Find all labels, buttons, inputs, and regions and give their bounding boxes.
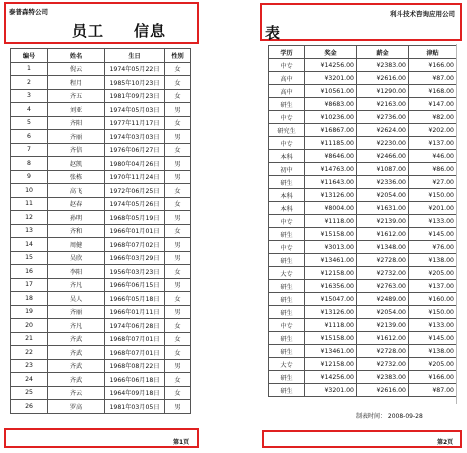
table-row xyxy=(11,130,191,144)
table-cell: ¥205.00 xyxy=(409,358,457,371)
table-cell: 11 xyxy=(11,197,48,211)
table-row xyxy=(11,103,191,117)
table-cell: 中专 xyxy=(269,111,305,124)
table-cell: ¥138.00 xyxy=(409,254,457,267)
table-cell: 男 xyxy=(165,278,191,292)
table-cell: ¥3201.00 xyxy=(305,384,357,397)
table-cell: 高中 xyxy=(269,72,305,85)
table-cell: 1970年11月24日 xyxy=(105,170,165,184)
table-cell: 男 xyxy=(165,130,191,144)
table-cell: 女 xyxy=(165,265,191,279)
table-cell: 赵春 xyxy=(48,197,105,211)
column-header: 性别 xyxy=(165,49,191,63)
table-cell: 1974年03月03日 xyxy=(105,130,165,144)
table-cell: 吴欣 xyxy=(48,251,105,265)
table-cell: 1956年03月23日 xyxy=(105,265,165,279)
table-cell: 程月 xyxy=(48,76,105,90)
table-cell: ¥1118.00 xyxy=(305,215,357,228)
table-row xyxy=(269,189,457,202)
table-cell: 1981年09月23日 xyxy=(105,89,165,103)
table-cell: ¥2728.00 xyxy=(357,254,409,267)
employee-table-page2 xyxy=(268,45,457,397)
table-row xyxy=(269,241,457,254)
table-cell: 高中 xyxy=(269,85,305,98)
table-row xyxy=(269,176,457,189)
table-cell: ¥12158.00 xyxy=(305,358,357,371)
table-cell: 女 xyxy=(165,116,191,130)
table-cell: 女 xyxy=(165,224,191,238)
table-cell: ¥2163.00 xyxy=(357,98,409,111)
table-cell: ¥1348.00 xyxy=(357,241,409,254)
table-cell: ¥3013.00 xyxy=(305,241,357,254)
table-cell: ¥2383.00 xyxy=(357,371,409,384)
table-cell: 研生 xyxy=(269,254,305,267)
table-cell: ¥8683.00 xyxy=(305,98,357,111)
table-cell: 女 xyxy=(165,346,191,360)
table-cell: ¥2728.00 xyxy=(357,345,409,358)
table-cell: 刘亚 xyxy=(48,103,105,117)
table-cell: 1964年09月18日 xyxy=(105,386,165,400)
table-cell: ¥13461.00 xyxy=(305,345,357,358)
table-cell: ¥82.00 xyxy=(409,111,457,124)
table-cell: ¥201.00 xyxy=(409,202,457,215)
table-cell: 1974年05月22日 xyxy=(105,62,165,76)
table-cell: ¥2054.00 xyxy=(357,189,409,202)
table-cell: ¥86.00 xyxy=(409,163,457,176)
table-cell: ¥13461.00 xyxy=(305,254,357,267)
column-header: 编号 xyxy=(11,49,48,63)
page2-footer-page-number: 第2页 xyxy=(437,439,454,446)
table-row xyxy=(11,292,191,306)
table-cell: ¥166.00 xyxy=(409,371,457,384)
table-row xyxy=(269,293,457,306)
table-cell: ¥11643.00 xyxy=(305,176,357,189)
table-cell: 齐云 xyxy=(48,386,105,400)
table-cell: ¥145.00 xyxy=(409,332,457,345)
table-cell: 1968年08月22日 xyxy=(105,359,165,373)
table-cell: ¥2139.00 xyxy=(357,319,409,332)
table-cell: 1974年06月28日 xyxy=(105,319,165,333)
table-cell: 研生 xyxy=(269,345,305,358)
page2-footer-highlight[interactable] xyxy=(262,430,462,448)
table-row xyxy=(11,346,191,360)
employee-table-page1 xyxy=(10,48,191,414)
table-cell: 研生 xyxy=(269,293,305,306)
table-cell: ¥27.00 xyxy=(409,176,457,189)
table-cell: ¥205.00 xyxy=(409,267,457,280)
column-header: 学历 xyxy=(269,46,305,59)
table-cell: 1976年06月27日 xyxy=(105,143,165,157)
table-cell: 男 xyxy=(165,238,191,252)
table-cell: 男 xyxy=(165,359,191,373)
table-row xyxy=(11,143,191,157)
table-cell: 男 xyxy=(165,400,191,414)
table-cell: ¥2732.00 xyxy=(357,358,409,371)
table-cell: 齐凡 xyxy=(48,278,105,292)
table-cell: ¥76.00 xyxy=(409,241,457,254)
table-cell: ¥2616.00 xyxy=(357,384,409,397)
table-cell: 赵凯 xyxy=(48,157,105,171)
table-cell: ¥1118.00 xyxy=(305,319,357,332)
table-cell: 女 xyxy=(165,89,191,103)
table-row xyxy=(269,163,457,176)
table-cell: ¥46.00 xyxy=(409,150,457,163)
table-cell: ¥138.00 xyxy=(409,345,457,358)
table-cell: ¥11185.00 xyxy=(305,137,357,150)
table-cell: ¥145.00 xyxy=(409,228,457,241)
table-header-row xyxy=(269,46,457,59)
table-cell: 1985年10月23日 xyxy=(105,76,165,90)
table-cell: 16 xyxy=(11,265,48,279)
table-cell: 22 xyxy=(11,346,48,360)
table-cell: 高飞 xyxy=(48,184,105,198)
table-cell: 齐武 xyxy=(48,373,105,387)
table-cell: 男 xyxy=(165,305,191,319)
table-cell: 18 xyxy=(11,292,48,306)
table-cell: ¥133.00 xyxy=(409,215,457,228)
table-row xyxy=(269,202,457,215)
table-cell: ¥14256.00 xyxy=(305,371,357,384)
table-cell: ¥2139.00 xyxy=(357,215,409,228)
page2-title: 表 xyxy=(265,24,282,42)
table-row xyxy=(11,332,191,346)
table-row xyxy=(11,265,191,279)
table-cell: 女 xyxy=(165,386,191,400)
table-cell: 本科 xyxy=(269,150,305,163)
table-cell: 24 xyxy=(11,373,48,387)
table-cell: 研生 xyxy=(269,176,305,189)
table-row xyxy=(11,400,191,414)
table-row xyxy=(11,116,191,130)
table-row xyxy=(11,184,191,198)
table-cell: 研生 xyxy=(269,280,305,293)
table-row xyxy=(269,215,457,228)
table-cell: 男 xyxy=(165,251,191,265)
table-cell: 齐丽 xyxy=(48,305,105,319)
table-cell: 倪云 xyxy=(48,62,105,76)
table-cell: 女 xyxy=(165,197,191,211)
table-cell: 12 xyxy=(11,211,48,225)
table-row xyxy=(269,332,457,345)
table-cell: ¥166.00 xyxy=(409,59,457,72)
table-cell: 女 xyxy=(165,292,191,306)
table-row xyxy=(11,197,191,211)
table-cell: 齐凡 xyxy=(48,319,105,333)
table-cell: 1968年07月01日 xyxy=(105,346,165,360)
table-row xyxy=(11,305,191,319)
table-cell: ¥147.00 xyxy=(409,98,457,111)
table-cell: ¥8004.00 xyxy=(305,202,357,215)
table-cell: 中专 xyxy=(269,241,305,254)
column-header: 奖金 xyxy=(305,46,357,59)
table-cell: 1968年07月01日 xyxy=(105,332,165,346)
table-cell: 中专 xyxy=(269,137,305,150)
table-row xyxy=(269,384,457,397)
table-cell: 2 xyxy=(11,76,48,90)
table-cell: 10 xyxy=(11,184,48,198)
table-row xyxy=(269,358,457,371)
table-cell: ¥202.00 xyxy=(409,124,457,137)
table-row xyxy=(269,111,457,124)
page1-footer-highlight[interactable] xyxy=(4,428,199,448)
page2-created-date-note: 制表时间： 2008-09-28 xyxy=(356,413,423,420)
table-cell: ¥160.00 xyxy=(409,293,457,306)
table-cell: 1974年05月26日 xyxy=(105,197,165,211)
page1-header-text: 泰普森特公司 xyxy=(9,8,48,16)
table-row xyxy=(269,72,457,85)
table-cell: 1966年05月18日 xyxy=(105,292,165,306)
table-cell: 1977年11月17日 xyxy=(105,116,165,130)
table-cell: ¥2336.00 xyxy=(357,176,409,189)
table-cell: ¥2732.00 xyxy=(357,267,409,280)
table-cell: 7 xyxy=(11,143,48,157)
table-cell: 1981年03月05日 xyxy=(105,400,165,414)
table-row xyxy=(11,76,191,90)
table-cell: 研生 xyxy=(269,306,305,319)
table-row xyxy=(11,62,191,76)
column-header: 姓名 xyxy=(48,49,105,63)
table-row xyxy=(269,124,457,137)
table-row xyxy=(11,224,191,238)
table-cell: 女 xyxy=(165,184,191,198)
page1-title-left: 员工 xyxy=(72,22,105,40)
table-cell: 13 xyxy=(11,224,48,238)
table-cell: ¥16867.00 xyxy=(305,124,357,137)
table-cell: ¥15047.00 xyxy=(305,293,357,306)
table-cell: ¥87.00 xyxy=(409,384,457,397)
table-row xyxy=(269,267,457,280)
table-cell: 吴人 xyxy=(48,292,105,306)
table-row xyxy=(11,170,191,184)
table-cell: 研生 xyxy=(269,332,305,345)
table-cell: 17 xyxy=(11,278,48,292)
table-row xyxy=(11,157,191,171)
table-cell: 罗高 xyxy=(48,400,105,414)
table-row xyxy=(269,306,457,319)
table-cell: 张栋 xyxy=(48,170,105,184)
table-cell: ¥2383.00 xyxy=(357,59,409,72)
table-cell: 研生 xyxy=(269,384,305,397)
page1-title-right: 信息 xyxy=(134,22,167,40)
table-row xyxy=(11,319,191,333)
table-cell: 1980年04月26日 xyxy=(105,157,165,171)
table-cell: 研生 xyxy=(269,98,305,111)
table-row xyxy=(269,137,457,150)
table-cell: ¥14256.00 xyxy=(305,59,357,72)
table-cell: 女 xyxy=(165,319,191,333)
table-cell: 1966年06月18日 xyxy=(105,373,165,387)
table-row xyxy=(269,371,457,384)
table-cell: 李阳 xyxy=(48,265,105,279)
table-cell: ¥2489.00 xyxy=(357,293,409,306)
table-cell: 男 xyxy=(165,157,191,171)
table-cell: 1972年06月25日 xyxy=(105,184,165,198)
table-cell: ¥10236.00 xyxy=(305,111,357,124)
table-cell: 男 xyxy=(165,170,191,184)
table-cell: 19 xyxy=(11,305,48,319)
table-cell: ¥8646.00 xyxy=(305,150,357,163)
table-cell: 1966年01月01日 xyxy=(105,224,165,238)
table-cell: 研究生 xyxy=(269,124,305,137)
table-row xyxy=(11,386,191,400)
table-row xyxy=(11,211,191,225)
table-row xyxy=(269,98,457,111)
table-cell: 1966年03月29日 xyxy=(105,251,165,265)
table-cell: ¥16356.00 xyxy=(305,280,357,293)
table-cell: 齐和 xyxy=(48,224,105,238)
table-cell: 女 xyxy=(165,332,191,346)
employee-table-page2-viewport xyxy=(268,45,454,397)
table-cell: 8 xyxy=(11,157,48,171)
table-cell: 齐信 xyxy=(48,143,105,157)
table-cell: 1966年06月15日 xyxy=(105,278,165,292)
table-cell: 26 xyxy=(11,400,48,414)
table-cell: 女 xyxy=(165,373,191,387)
table-cell: ¥2736.00 xyxy=(357,111,409,124)
table-cell: ¥10561.00 xyxy=(305,85,357,98)
table-cell: 6 xyxy=(11,130,48,144)
table-cell: 1966年01月11日 xyxy=(105,305,165,319)
table-cell: ¥1612.00 xyxy=(357,228,409,241)
table-cell: ¥1612.00 xyxy=(357,332,409,345)
table-cell: 齐阳 xyxy=(48,116,105,130)
table-cell: 齐五 xyxy=(48,89,105,103)
table-cell: ¥1290.00 xyxy=(357,85,409,98)
table-row xyxy=(11,359,191,373)
table-cell: ¥13126.00 xyxy=(305,189,357,202)
table-cell: ¥2616.00 xyxy=(357,72,409,85)
table-cell: 齐武 xyxy=(48,359,105,373)
table-cell: 14 xyxy=(11,238,48,252)
table-cell: 研生 xyxy=(269,371,305,384)
table-row xyxy=(269,150,457,163)
table-cell: 1 xyxy=(11,62,48,76)
table-cell: ¥150.00 xyxy=(409,189,457,202)
table-cell: ¥14763.00 xyxy=(305,163,357,176)
table-row xyxy=(11,238,191,252)
table-cell: 女 xyxy=(165,76,191,90)
table-cell: 23 xyxy=(11,359,48,373)
table-cell: ¥2054.00 xyxy=(357,306,409,319)
table-cell: 20 xyxy=(11,319,48,333)
table-cell: 研生 xyxy=(269,228,305,241)
table-cell: 齐武 xyxy=(48,346,105,360)
table-cell: 女 xyxy=(165,62,191,76)
table-row xyxy=(269,280,457,293)
table-cell: 本科 xyxy=(269,189,305,202)
table-cell: 孙明 xyxy=(48,211,105,225)
table-cell: ¥1631.00 xyxy=(357,202,409,215)
table-cell: 男 xyxy=(165,211,191,225)
table-cell: 4 xyxy=(11,103,48,117)
table-cell: 15 xyxy=(11,251,48,265)
table-cell: ¥2624.00 xyxy=(357,124,409,137)
table-cell: 1974年05月03日 xyxy=(105,103,165,117)
table-cell: ¥150.00 xyxy=(409,306,457,319)
table-cell: 齐丽 xyxy=(48,130,105,144)
table-cell: ¥1087.00 xyxy=(357,163,409,176)
page1-footer-page-number: 第1页 xyxy=(173,439,190,446)
table-row xyxy=(11,89,191,103)
page2-right-edge xyxy=(456,44,457,404)
table-cell: ¥137.00 xyxy=(409,280,457,293)
column-header: 津贴 xyxy=(409,46,457,59)
table-cell: 9 xyxy=(11,170,48,184)
page2-header-text: 利斗技术咨询应用公司 xyxy=(390,10,455,18)
table-row xyxy=(269,254,457,267)
table-cell: 齐武 xyxy=(48,332,105,346)
table-cell: ¥87.00 xyxy=(409,72,457,85)
table-row xyxy=(269,345,457,358)
table-row xyxy=(269,319,457,332)
table-cell: ¥15158.00 xyxy=(305,332,357,345)
table-cell: ¥2230.00 xyxy=(357,137,409,150)
table-row xyxy=(11,251,191,265)
table-cell: 大专 xyxy=(269,358,305,371)
table-cell: 1968年05月19日 xyxy=(105,211,165,225)
table-row xyxy=(11,373,191,387)
column-header: 薪金 xyxy=(357,46,409,59)
table-cell: 中专 xyxy=(269,319,305,332)
table-cell: 周健 xyxy=(48,238,105,252)
table-cell: 5 xyxy=(11,116,48,130)
table-cell: ¥13126.00 xyxy=(305,306,357,319)
table-row xyxy=(269,59,457,72)
table-cell: ¥2763.00 xyxy=(357,280,409,293)
table-cell: ¥15158.00 xyxy=(305,228,357,241)
table-cell: 3 xyxy=(11,89,48,103)
table-cell: 大专 xyxy=(269,267,305,280)
table-cell: ¥2466.00 xyxy=(357,150,409,163)
table-cell: 25 xyxy=(11,386,48,400)
table-row xyxy=(269,228,457,241)
table-cell: ¥12158.00 xyxy=(305,267,357,280)
table-cell: 中专 xyxy=(269,215,305,228)
table-cell: 初中 xyxy=(269,163,305,176)
column-header: 生日 xyxy=(105,49,165,63)
table-cell: 女 xyxy=(165,143,191,157)
table-row xyxy=(11,278,191,292)
table-header-row xyxy=(11,49,191,63)
table-cell: 21 xyxy=(11,332,48,346)
table-cell: 本科 xyxy=(269,202,305,215)
table-cell: 1968年07月02日 xyxy=(105,238,165,252)
table-cell: ¥3201.00 xyxy=(305,72,357,85)
table-cell: 中专 xyxy=(269,59,305,72)
table-cell: 男 xyxy=(165,103,191,117)
table-cell: ¥133.00 xyxy=(409,319,457,332)
table-cell: ¥168.00 xyxy=(409,85,457,98)
table-row xyxy=(269,85,457,98)
table-cell: ¥137.00 xyxy=(409,137,457,150)
